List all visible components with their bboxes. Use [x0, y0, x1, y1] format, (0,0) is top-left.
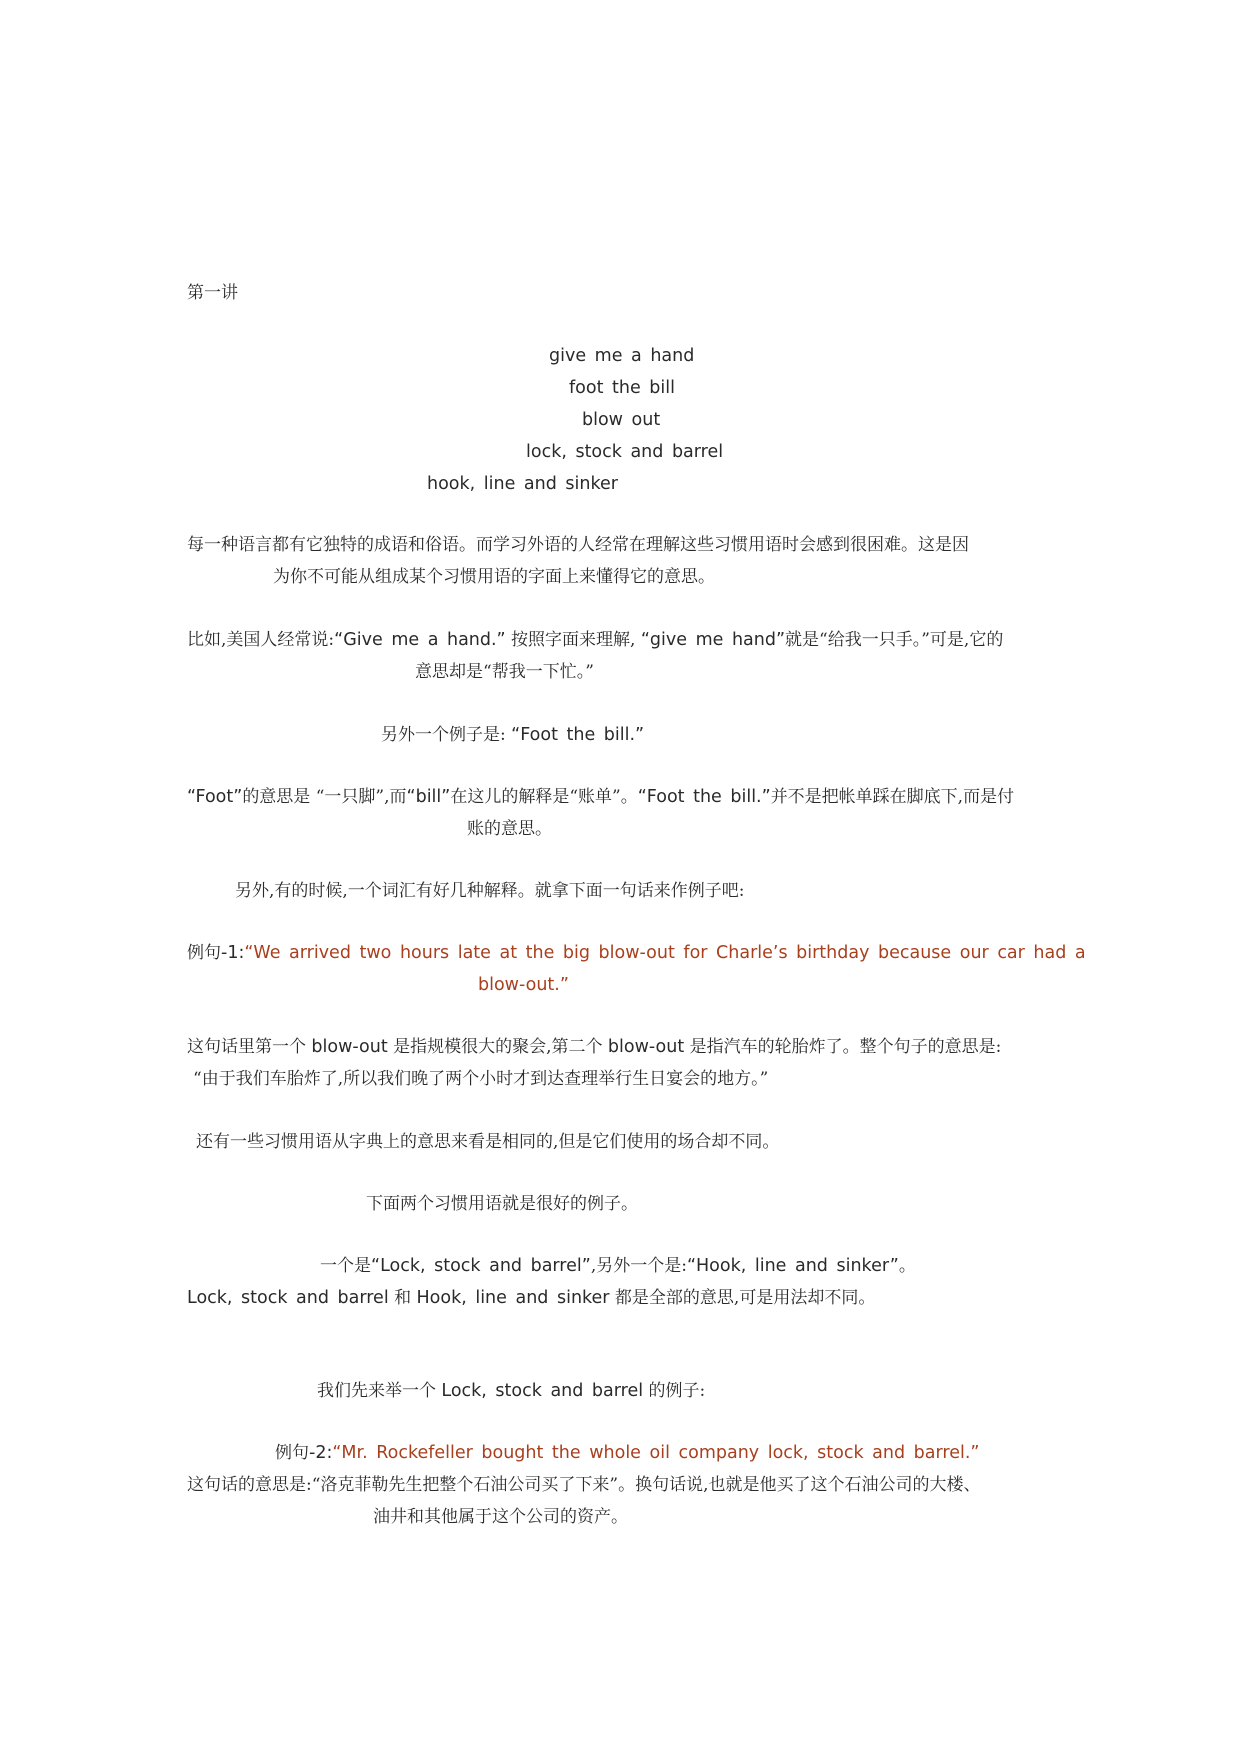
paragraph-foot-bill-example: 另外一个例子是: “Foot the bill.” [381, 725, 645, 745]
paragraph-lock-stock-intro: 我们先来举一个 Lock, stock and barrel 的例子: [317, 1381, 706, 1401]
paragraph-idiom-names: 一个是“Lock, stock and barrel”,另外一个是:“Hook, line and sinker”。 [320, 1256, 916, 1276]
phrase-foot-the-bill: foot the bill [569, 378, 675, 398]
paragraph-two-idioms: 下面两个习惯用语就是很好的例子。 [366, 1194, 638, 1214]
lesson-heading: 第一讲 [187, 283, 238, 303]
paragraph-multiple-meanings: 另外,有的时候,一个词汇有好几种解释。就拿下面一句话来作例子吧: [235, 881, 745, 901]
paragraph-rockefeller-meaning-line-1: 这句话的意思是:“洛克菲勒先生把整个石油公司买了下来”。换句话说,也就是他买了这个石油公司的大楼、 [187, 1475, 981, 1495]
paragraph-foot-meaning-line-1: “Foot”的意思是 “一只脚”,而“bill”在这儿的解释是“账单”。“Foot the bill.”并不是把帐单踩在脚底下,而是付 [187, 787, 1015, 807]
example-2: 例句-2:“Mr. Rockefeller bought the whole oil company lock, stock and barrel.” [275, 1443, 980, 1463]
paragraph-intro-line-2: 为你不可能从组成某个习惯用语的字面上来懂得它的意思。 [273, 567, 715, 587]
paragraph-rockefeller-meaning-line-2: 油井和其他属于这个公司的资产。 [373, 1507, 628, 1527]
example-1-line-1: 例句-1:“We arrived two hours late at the big blow-out for Charle’s birthday because our car had a [187, 943, 1086, 963]
paragraph-idiom-usage: Lock, stock and barrel 和 Hook, line and sinker 都是全部的意思,可是用法却不同。 [187, 1288, 876, 1308]
phrase-lock-stock-barrel: lock, stock and barrel [526, 442, 724, 462]
paragraph-blowout-explain-line-1: 这句话里第一个 blow-out 是指规模很大的聚会,第二个 blow-out 是指汽车的轮胎炸了。整个句子的意思是: [187, 1037, 1002, 1057]
phrase-hook-line-sinker: hook, line and sinker [427, 474, 618, 494]
paragraph-blowout-explain-line-2: “由于我们车胎炸了,所以我们晚了两个小时才到达查理举行生日宴会的地方。” [193, 1069, 769, 1089]
phrase-blow-out: blow out [582, 410, 661, 430]
paragraph-give-hand-line-2: 意思却是“帮我一下忙。” [415, 662, 594, 682]
paragraph-foot-meaning-line-2: 账的意思。 [467, 819, 552, 839]
paragraph-intro-line-1: 每一种语言都有它独特的成语和俗语。而学习外语的人经常在理解这些习惯用语时会感到很困难。这是因 [187, 535, 969, 555]
paragraph-same-meaning: 还有一些习惯用语从字典上的意思来看是相同的,但是它们使用的场合却不同。 [196, 1132, 780, 1152]
phrase-give-me-a-hand: give me a hand [549, 346, 695, 366]
paragraph-give-hand-line-1: 比如,美国人经常说:“Give me a hand.” 按照字面来理解, “give me hand”就是“给我一只手。”可是,它的 [187, 630, 1004, 650]
example-1-line-2: blow-out.” [478, 975, 569, 995]
